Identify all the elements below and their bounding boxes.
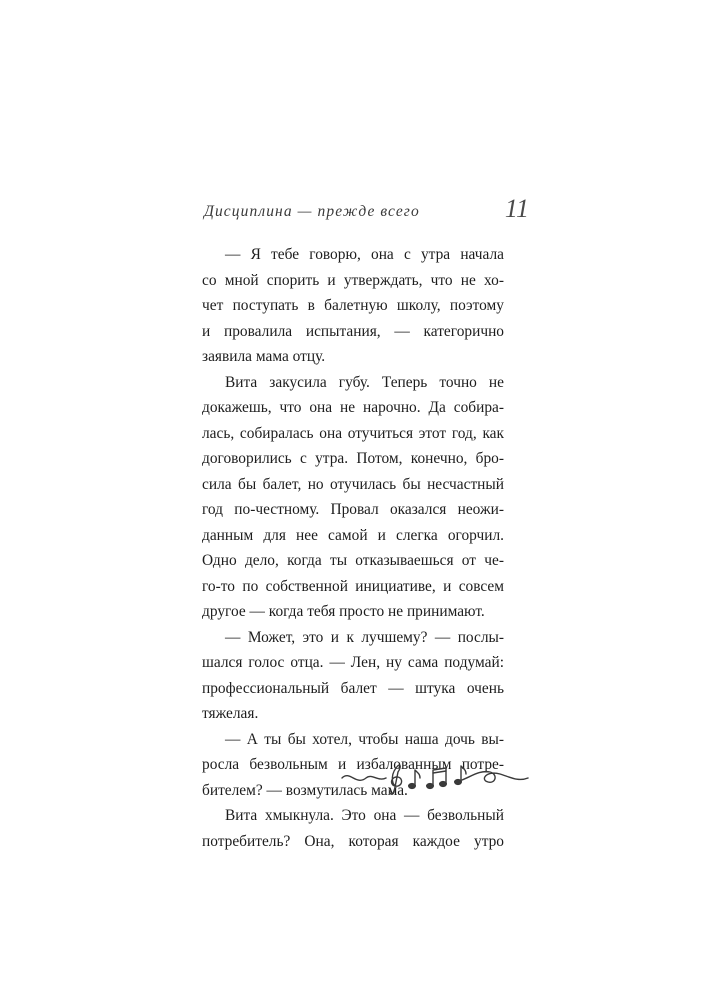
text-line: докажешь, что она не нарочно. Да собира- (202, 399, 504, 416)
text-line: Вита закусила губу. Теперь точно не (225, 373, 504, 391)
text-line: договорились с утра. Потом, конечно, бро- (202, 450, 504, 467)
text-line: год по-честному. Провал оказался неожи- (202, 501, 504, 518)
text-line: бителем? — возмутилась мама. (202, 781, 408, 799)
text-line: профессиональный балет — штука очень (202, 679, 504, 697)
text-line: Вита хмыкнула. Это она — безвольный (225, 807, 504, 824)
text-line: данным для нее самой и слегка огорчил. (202, 526, 504, 544)
text-line: росла безвольным и избалованным потре- (202, 756, 504, 773)
text-line: со мной спорить и утверждать, что не хо- (202, 271, 504, 289)
text-line: другое — когда тебя просто не принимают. (202, 603, 485, 620)
text-line: — Я тебе говорю, она с утра начала (225, 246, 504, 263)
text-line: и провалила испытания, — категорично (202, 322, 504, 340)
text-line: лась, собиралась она отучиться этот год, как (202, 424, 504, 442)
text-line: — Может, это и к лучшему? — послы- (225, 628, 504, 646)
text-line: шался голос отца. — Лен, ну сама подумай: (202, 654, 504, 671)
text-line: Одно дело, когда ты отказываешься от че- (202, 552, 504, 569)
text-line: заявила мама отцу. (202, 348, 326, 365)
chapter-title: Дисциплина — прежде всего (204, 203, 420, 220)
text-line: чет поступать в балетную школу, поэтому (202, 297, 504, 314)
text-line: сила бы балет, но отучилась бы несчастный (202, 475, 504, 493)
music-notes-flourish-icon (340, 756, 530, 796)
text-line: го-то по собственной инициативе, и совсем (202, 577, 504, 595)
page-number: 11 (504, 194, 529, 223)
text-line: тяжелая. (202, 705, 259, 722)
text-line: — А ты бы хотел, чтобы наша дочь вы- (225, 730, 504, 748)
running-head (204, 194, 529, 230)
text-line: потребитель? Она, которая каждое утро (202, 832, 504, 850)
